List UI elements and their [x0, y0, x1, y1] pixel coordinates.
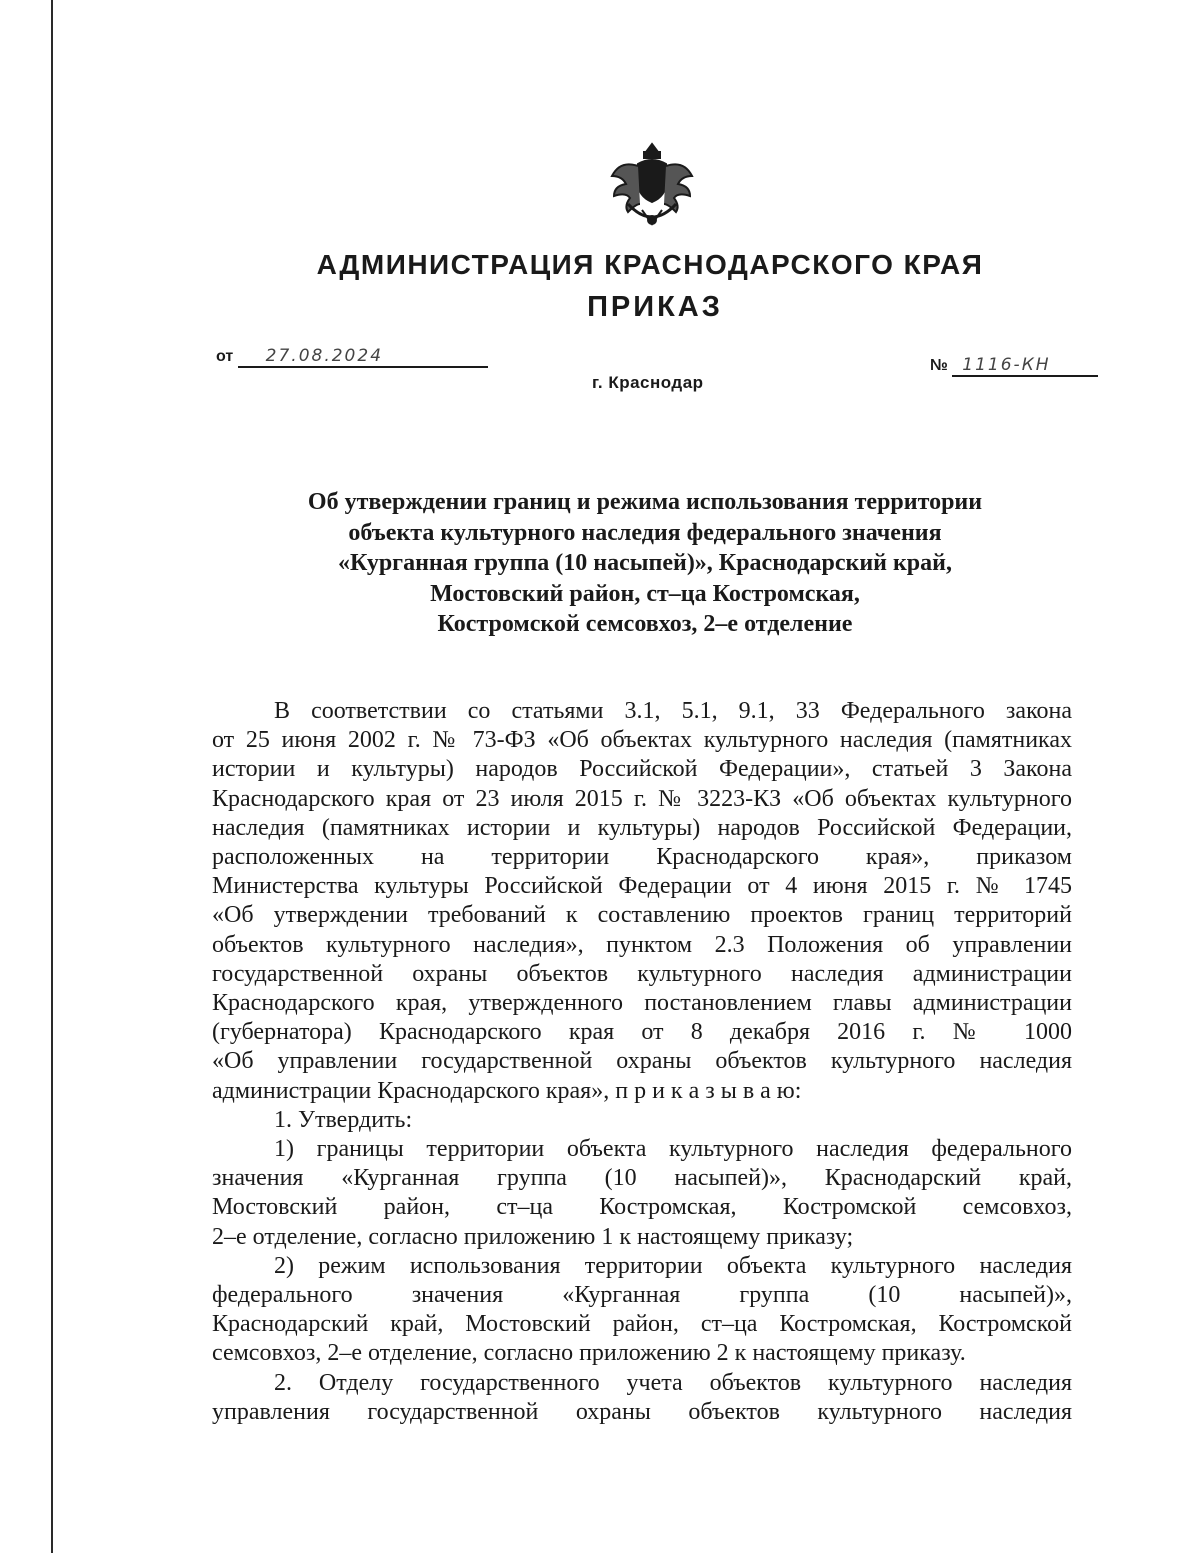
- number-value: 1116-КН: [952, 355, 1098, 377]
- body-line: 2) режим использования территории объекта культурного наследия: [274, 1252, 1072, 1279]
- page-left-edge: [51, 0, 53, 1553]
- body-line: Мостовский район, ст–ца Костромская, Костромской семсовхоз,: [212, 1194, 1072, 1221]
- body-line: администрации Краснодарского края», п р и к а з ы в а ю:: [212, 1077, 802, 1104]
- document-title: [0, 487, 1200, 640]
- date-field: [216, 346, 488, 368]
- city: г. Краснодар: [592, 373, 704, 392]
- body-line: от 25 июня 2002 г. № 73-ФЗ «Об объектах культурного наследия (памятниках: [212, 727, 1072, 754]
- document-type: ПРИКАЗ: [587, 291, 723, 323]
- body-line: семсовхоз, 2–е отделение, согласно приложению 2 к настоящему приказу.: [212, 1340, 966, 1367]
- body-line: 2. Отделу государственного учета объектов культурного наследия: [274, 1369, 1072, 1396]
- body-line: 1) границы территории объекта культурного наследия федерального: [274, 1136, 1072, 1163]
- number-field: [930, 355, 1098, 377]
- organization-name: АДМИНИСТРАЦИЯ КРАСНОДАРСКОГО КРАЯ: [316, 249, 984, 280]
- body-line: Краснодарского края, утвержденного постановлением главы администрации: [212, 990, 1072, 1017]
- body-line: «Об утверждении требований к составлению проектов границ территорий: [212, 902, 1072, 929]
- body-line: 1. Утвердить:: [274, 1106, 413, 1133]
- body-line: наследия (памятниках истории и культуры) народов Российской Федерации,: [212, 814, 1072, 841]
- body-line: Краснодарского края от 23 июля 2015 г. № 3223-КЗ «Об объектах культурного: [212, 785, 1072, 812]
- body-line: Краснодарский край, Мостовский район, ст–ца Костромская, Костромской: [212, 1311, 1072, 1338]
- body-line: государственной охраны объектов культурного наследия администрации: [212, 960, 1072, 987]
- body-line: расположенных на территории Краснодарского края», приказом: [212, 844, 1072, 871]
- title-line: Об утверждении границ и режима использования территории: [307, 489, 983, 515]
- body-line: объектов культурного наследия», пунктом 2.3 Положения об управлении: [212, 931, 1072, 958]
- body-line: истории и культуры) народов Российской Федерации», статьей 3 Закона: [212, 756, 1072, 783]
- date-label: от: [216, 348, 234, 365]
- body-line: (губернатора) Краснодарского края от 8 декабря 2016 г. № 1000: [212, 1019, 1072, 1046]
- body-line: «Об управлении государственной охраны объектов культурного наследия: [212, 1048, 1072, 1075]
- title-line: Костромской семсовхоз, 2–е отделение: [437, 611, 853, 637]
- body-line: управления государственной охраны объектов культурного наследия: [212, 1398, 1072, 1425]
- body-line: Министерства культуры Российской Федерации от 4 июня 2015 г. № 1745: [212, 873, 1072, 900]
- title-line: Мостовский район, ст–ца Костромская,: [430, 580, 860, 607]
- title-line: объекта культурного наследия федерального значения: [348, 519, 942, 546]
- coat-of-arms-icon: [608, 142, 696, 228]
- number-label: №: [930, 357, 948, 374]
- document-body: [212, 697, 1072, 1427]
- body-line: значения «Курганная группа (10 насыпей)», Краснодарский край,: [212, 1165, 1072, 1192]
- body-line: федерального значения «Курганная группа (10 насыпей)»,: [212, 1282, 1072, 1309]
- date-value: 27.08.2024: [238, 346, 488, 368]
- body-line: 2–е отделение, согласно приложению 1 к настоящему приказу;: [212, 1223, 854, 1250]
- title-line: «Курганная группа (10 насыпей)», Краснодарский край,: [338, 550, 952, 576]
- body-line: В соответствии со статьями 3.1, 5.1, 9.1, 33 Федерального закона: [274, 698, 1072, 724]
